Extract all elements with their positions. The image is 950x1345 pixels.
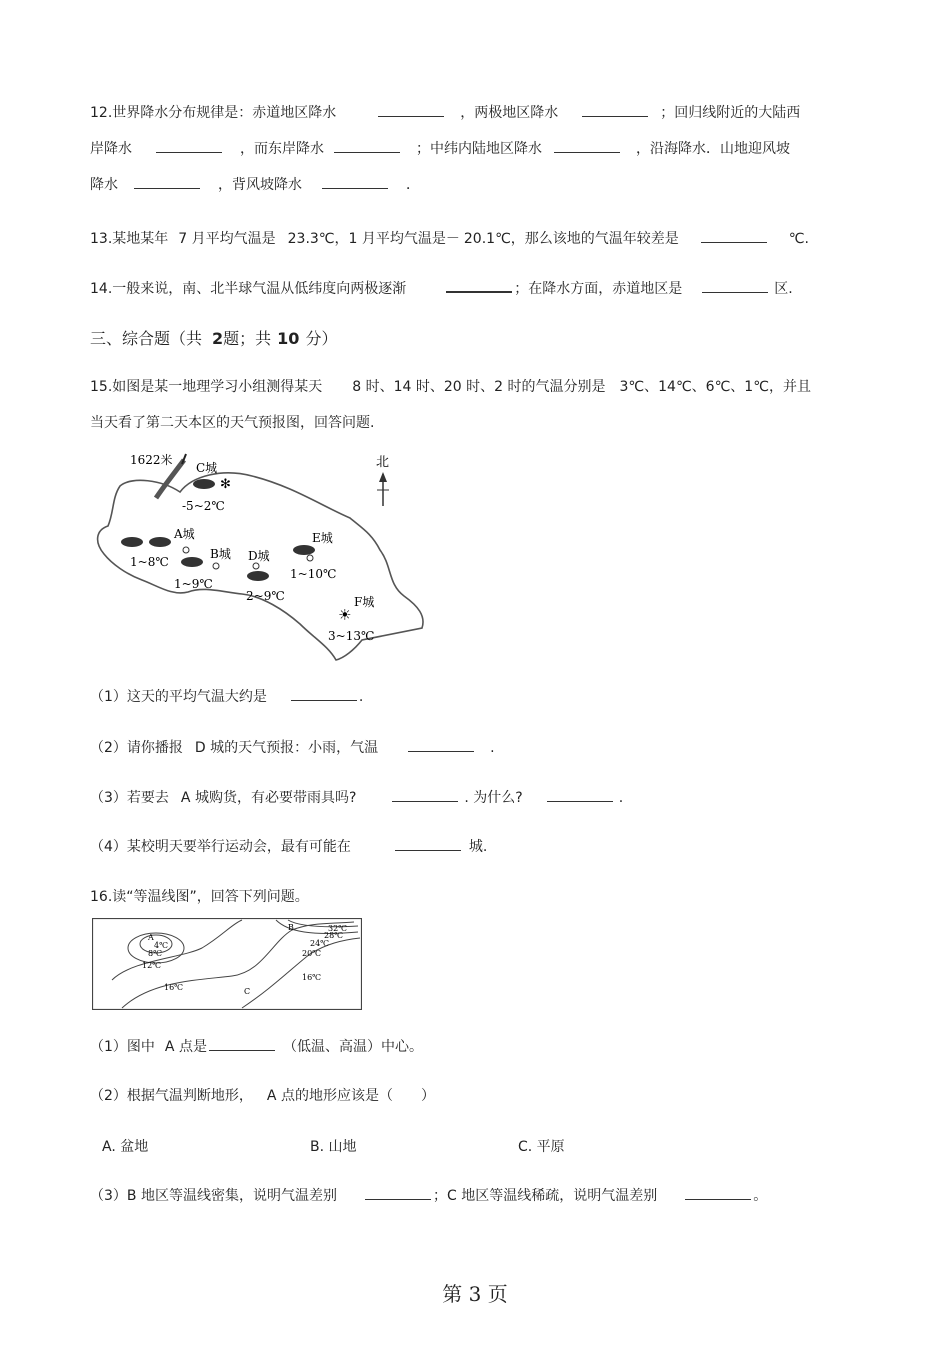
q12-line2	[90, 138, 790, 159]
city-name: F城	[354, 595, 375, 609]
city-temp: 3~13℃	[328, 629, 375, 643]
cloud-icon	[247, 571, 269, 581]
q15-line2: 当天看了第二天本区的天气预报图，回答问题.	[90, 415, 375, 431]
q14-text: 14.一般来说，南、北半球气温从低纬度向两极逐渐	[90, 281, 407, 297]
q15-text: 15.如图是某一地理学习小组测得某天	[90, 379, 323, 395]
q16-text: （2）根据气温判断地形，	[90, 1088, 253, 1104]
north-label: 北	[376, 455, 390, 470]
city-marker-icon	[183, 547, 189, 553]
q15-text: .	[490, 740, 495, 756]
q15-text: 城.	[468, 839, 488, 855]
isotherm-label: 28℃	[324, 931, 344, 940]
cloud-icon	[181, 557, 203, 567]
section-text: 分）	[305, 329, 338, 348]
peak-height-label: 1622米	[130, 453, 173, 467]
q16-title: 16.读“等温线图”，回答下列问题。	[90, 889, 309, 905]
isotherm-label: 20℃	[302, 949, 322, 958]
q15-sub1	[90, 686, 363, 707]
q16-text: 。	[753, 1188, 768, 1204]
q12-text: ，沿海降水．山地迎风坡	[636, 141, 790, 157]
answer-blank[interactable]	[134, 174, 200, 189]
answer-blank[interactable]	[291, 686, 357, 701]
weather-map	[92, 446, 428, 664]
isotherm-map	[92, 918, 362, 1010]
q12-line1	[90, 102, 800, 123]
q15-text: （3）若要去	[90, 790, 169, 806]
city-temp: 1~9℃	[174, 577, 213, 591]
q12-text: ；回归线附近的大陆西	[660, 105, 801, 121]
option-b[interactable]: B. 山地	[310, 1139, 357, 1155]
isotherm-label: 12℃	[142, 961, 162, 970]
q16-options	[102, 1137, 565, 1157]
answer-blank[interactable]	[554, 138, 620, 153]
q15-text: .	[358, 689, 364, 705]
answer-blank[interactable]	[392, 787, 458, 802]
q16-text: （3）B 地区等温线密集，说明气温差别	[90, 1188, 337, 1204]
q13-text: 23.3℃，1 月平均气温是－	[287, 231, 460, 247]
city-marker-icon	[253, 563, 259, 569]
q16-text: A 点是	[164, 1039, 207, 1055]
q13-text: ℃.	[788, 231, 809, 247]
q16-sub3	[90, 1185, 767, 1206]
q14-text: 区.	[774, 281, 793, 297]
q14-text: ；在降水方面，赤道地区是	[514, 281, 683, 297]
isotherm-label: 32℃	[328, 924, 348, 933]
answer-blank[interactable]	[156, 138, 222, 153]
q15-text: （1）这天的平均气温大约是	[90, 689, 267, 705]
q16-text: ；C 地区等温线稀疏，说明气温差别	[432, 1188, 658, 1204]
q12-text: 降水	[90, 177, 118, 193]
point-b-label: B	[288, 923, 294, 932]
snow-icon: ✻	[220, 477, 231, 492]
city-name: C城	[196, 461, 218, 475]
section-heading	[90, 326, 337, 349]
answer-blank[interactable]	[378, 102, 444, 117]
q15-sub3	[90, 787, 623, 808]
q13-text: 7 月平均气温是	[178, 231, 276, 247]
cloud-icon	[121, 537, 143, 547]
answer-blank[interactable]	[322, 174, 388, 189]
q15-text: D 城的天气预报：小雨，气温	[194, 740, 379, 756]
isotherm-label: 4℃	[154, 941, 169, 950]
answer-blank[interactable]	[701, 228, 767, 243]
city-temp: -5~2℃	[182, 499, 225, 513]
answer-blank[interactable]	[582, 102, 648, 117]
q13-line	[90, 228, 809, 249]
city-temp: 1~10℃	[290, 567, 337, 581]
q15-sub2	[90, 737, 495, 758]
point-c-label: C	[244, 987, 251, 996]
q13-text: 13.某地某年	[90, 231, 169, 247]
city-marker-icon	[213, 563, 219, 569]
q12-line3	[90, 174, 420, 195]
q15-line1	[90, 377, 811, 397]
north-arrowhead-icon	[379, 472, 387, 482]
answer-blank[interactable]	[395, 836, 461, 851]
map-frame	[93, 919, 362, 1010]
q12-text: 岸降水	[90, 141, 132, 157]
isotherm-line	[242, 938, 360, 1008]
sun-icon: ☀	[338, 606, 352, 624]
q15-text: A 城购货，有必要带雨具吗?	[180, 790, 357, 806]
score-total: 10	[277, 329, 300, 348]
isotherm-label: 16℃	[164, 983, 184, 992]
q15-text: （2）请你播报	[90, 740, 183, 756]
answer-blank[interactable]	[209, 1036, 275, 1051]
q15-text: .	[618, 790, 624, 806]
answer-blank[interactable]	[702, 278, 768, 293]
q15-text: 3℃、14℃、6℃、1℃，并且	[619, 379, 811, 395]
city-name: A城	[174, 527, 195, 541]
answer-blank[interactable]	[547, 787, 613, 802]
section-text: 三、综合题（共	[90, 329, 203, 348]
q16-text: A 点的地形应该是（ ）	[266, 1088, 435, 1104]
cloud-icon	[193, 479, 215, 489]
answer-blank[interactable]	[334, 138, 400, 153]
q12-text: 12.世界降水分布规律是：赤道地区降水	[90, 105, 337, 121]
page-number: 第 3 页	[442, 1282, 508, 1306]
q14-line	[90, 277, 793, 299]
q15-text: （4）某校明天要举行运动会，最有可能在	[90, 839, 351, 855]
isotherm-line	[112, 920, 242, 980]
cloud-icon	[293, 545, 315, 555]
option-a[interactable]: A. 盆地	[102, 1139, 149, 1155]
q12-text: ，而东岸降水	[240, 141, 324, 157]
answer-blank[interactable]	[446, 277, 512, 293]
q15-sub4	[90, 836, 487, 857]
q16-text: （低温、高温）中心。	[282, 1039, 423, 1055]
city-name: D城	[248, 549, 270, 563]
answer-blank[interactable]	[408, 737, 474, 752]
q15-text: . 为什么?	[464, 790, 523, 806]
isotherm-label: 24℃	[310, 939, 330, 948]
q16-sub1	[90, 1036, 423, 1057]
answer-blank[interactable]	[365, 1185, 431, 1200]
answer-blank[interactable]	[685, 1185, 751, 1200]
q12-text: ，两极地区降水	[460, 105, 559, 121]
point-a-label: A	[148, 933, 154, 942]
isotherm-label: 16℃	[302, 973, 322, 982]
q12-text: ，背风坡降水	[218, 177, 302, 193]
city-name: B城	[210, 547, 231, 561]
q12-text: ；中纬内陆地区降水	[416, 141, 542, 157]
q16-sub2	[90, 1086, 435, 1106]
city-name: E城	[312, 531, 333, 545]
city-temp: 1~8℃	[130, 555, 169, 569]
city-temp: 2~9℃	[246, 589, 285, 603]
q16-text: （1）图中	[90, 1039, 155, 1055]
cloud-icon	[149, 537, 171, 547]
q15-text: 8 时、14 时、20 时、2 时的气温分别是	[352, 379, 606, 395]
q13-text: 20.1℃，那么该地的气温年较差是	[463, 231, 679, 247]
option-c[interactable]: C. 平原	[518, 1139, 565, 1155]
city-marker-icon	[307, 555, 313, 561]
isotherm-label: 8℃	[148, 949, 163, 958]
section-text: 题；共	[223, 329, 272, 348]
q12-text: ．	[406, 177, 420, 193]
question-count: 2	[212, 329, 224, 348]
